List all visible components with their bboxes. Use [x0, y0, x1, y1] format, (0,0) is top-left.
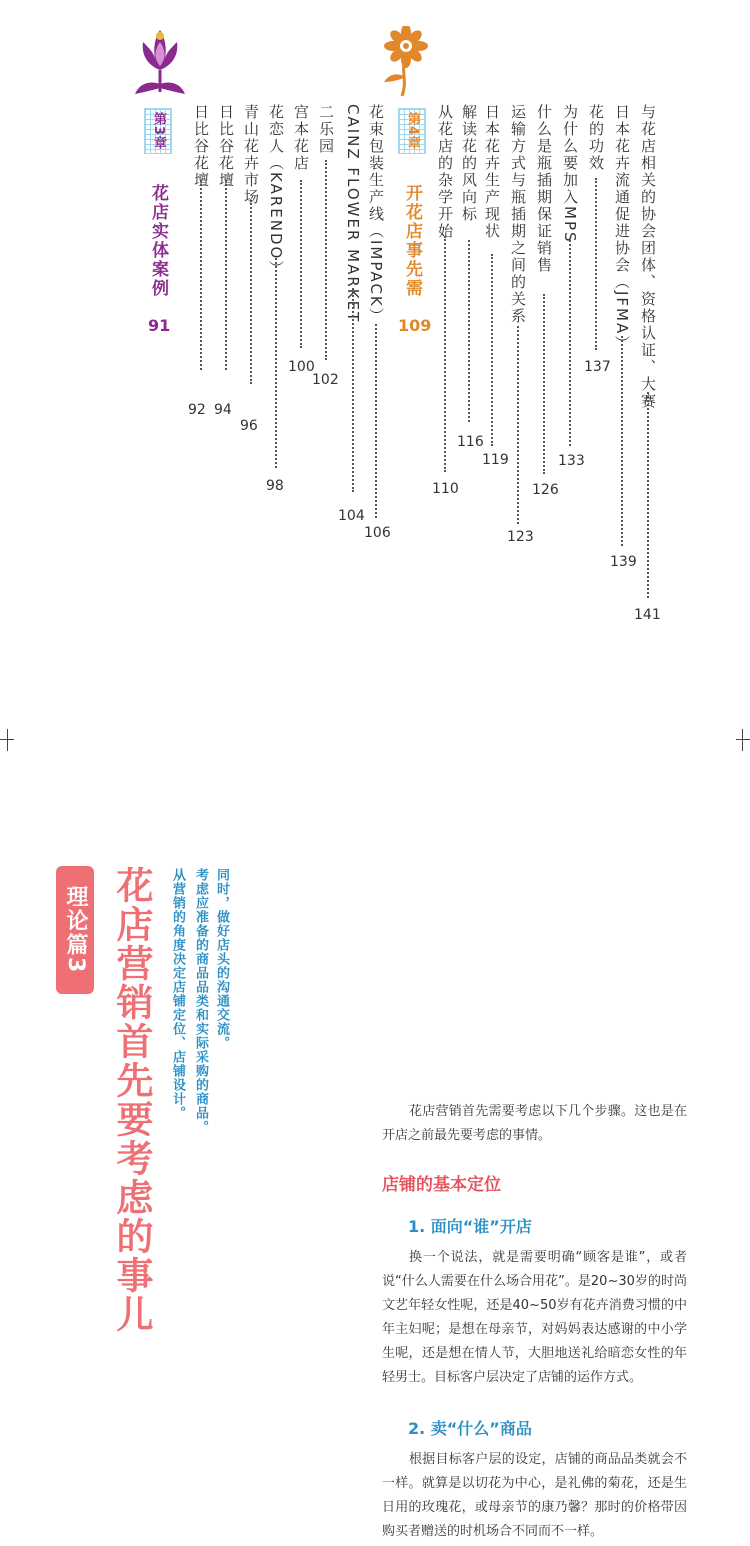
toc-entry-page: 104	[338, 508, 365, 524]
chapter-3-title: 花店实体案例	[148, 184, 168, 298]
subtitle-line: 从营销的角度决定店铺定位、店铺设计。	[170, 868, 185, 1120]
toc-entry-page: 102	[312, 372, 339, 388]
toc-entry-title: 什么是瓶插期保证销售	[535, 104, 553, 274]
toc-entry-title: 解读花的风向标	[460, 104, 478, 223]
toc-entry-title: 从花店的杂学开始	[436, 104, 454, 240]
toc-leader	[647, 392, 649, 598]
toc-entry-title: 花的功效	[587, 104, 605, 172]
chapter-3-page: 91	[148, 316, 171, 335]
toc-entry-title: 与花店相关的协会团体、资格认证、大赛	[639, 104, 657, 410]
chapter-3-badge: 第3章	[144, 108, 172, 154]
toc-entry-title: 日本花卉生产现状	[483, 104, 501, 240]
toc-leader	[595, 178, 597, 350]
subtitle-line: 考虑应准备的商品品类和实际采购的商品。	[193, 868, 208, 1134]
toc-leader	[352, 288, 354, 492]
toc-leader	[517, 326, 519, 524]
subtitle-line: 同时，做好店头的沟通交流。	[214, 868, 229, 1050]
chapter-4-badge: 第4章	[398, 108, 426, 154]
body-paragraph: 根据目标客户层的设定，店铺的商品品类就会不一样。就算是以切花为中心，是礼佛的菊花，还是生日用的玫瑰花，或母亲节的康乃馨？那时的价格带因购买者赠送的时机场合不同而不一样。	[382, 1452, 687, 1539]
toc-entry-page: 98	[266, 478, 284, 494]
toc-entry-title: 宫本花店	[292, 104, 310, 172]
orange-flower-icon	[378, 26, 430, 100]
toc-entry-title: 日比谷花壇	[217, 104, 235, 189]
toc-entry-page: 133	[558, 453, 585, 469]
crop-mark	[742, 729, 743, 751]
toc-entry-title: 二乐园	[317, 104, 335, 155]
toc-leader	[275, 258, 277, 468]
toc-entry-title: 花恋人（KARENDO）	[267, 104, 285, 278]
toc-entry-title: CAINZ FLOWER MARKET	[344, 104, 362, 324]
toc-entry-page: 141	[634, 607, 661, 623]
toc-entry-title: 日比谷花壇	[192, 104, 210, 189]
toc-entry-page: 110	[432, 481, 459, 497]
toc-leader	[300, 180, 302, 348]
toc-entry-page: 106	[364, 525, 391, 541]
toc-entry-page: 96	[240, 418, 258, 434]
crop-mark	[7, 729, 8, 751]
toc-leader	[543, 294, 545, 474]
toc-entry-page: 116	[457, 434, 484, 450]
toc-leader	[225, 180, 227, 370]
toc-entry-page: 119	[482, 452, 509, 468]
toc-entry-page: 137	[584, 359, 611, 375]
toc-entry-title: 为什么要加入MPS	[561, 104, 579, 244]
toc-leader	[621, 336, 623, 546]
subsection-heading: 1. 面向“谁”开店	[408, 1217, 532, 1236]
crop-mark	[736, 739, 750, 740]
toc-leader	[468, 240, 470, 422]
toc-entry-title: 青山花卉市场	[242, 104, 260, 206]
toc-leader	[491, 254, 493, 446]
toc-entry-title: 日本花卉流通促进协会（JFMA）	[613, 104, 631, 353]
toc-entry-page: 94	[214, 402, 232, 418]
page-title: 花店营销首先要考虑的事儿	[110, 866, 153, 1334]
chapter-4-title: 开花店事先需	[402, 184, 422, 298]
toc-entry-page: 100	[288, 359, 315, 375]
toc-entry-page: 139	[610, 554, 637, 570]
toc-leader	[444, 236, 446, 472]
intro-paragraph: 花店营销首先需要考虑以下几个步骤。这也是在开店之前最先要考虑的事情。	[382, 1104, 687, 1143]
chapter-4-page: 109	[398, 316, 432, 335]
theory-badge: 理论篇3	[56, 866, 94, 994]
toc-entry-title: 运输方式与瓶插期之间的关系	[509, 104, 527, 325]
toc-entry-page: 123	[507, 529, 534, 545]
toc-leader	[250, 200, 252, 384]
toc-leader	[375, 324, 377, 518]
toc-leader	[200, 180, 202, 370]
toc-leader	[569, 240, 571, 446]
toc-leader	[325, 160, 327, 360]
section-heading: 店铺的基本定位	[382, 1175, 501, 1195]
toc-entry-title: 花束包装生产线（IMPACK）	[367, 104, 385, 325]
toc-entry-page: 126	[532, 482, 559, 498]
subsection-heading: 2. 卖“什么”商品	[408, 1419, 532, 1438]
purple-flower-icon	[131, 22, 189, 98]
body-paragraph: 换一个说法，就是需要明确“顾客是谁”，或者说“什么人需要在什么场合用花”。是20~30岁的时尚文艺年轻女性呢，还是40~50岁有花卉消费习惯的中年主妇呢；是想在母亲节，对妈妈表达感谢的中小学生呢，还是想在情人节，大胆地送礼给暗恋女性的年轻男士。目标客户层决定了店铺的运作方式。	[382, 1250, 687, 1385]
toc-entry-page: 92	[188, 402, 206, 418]
